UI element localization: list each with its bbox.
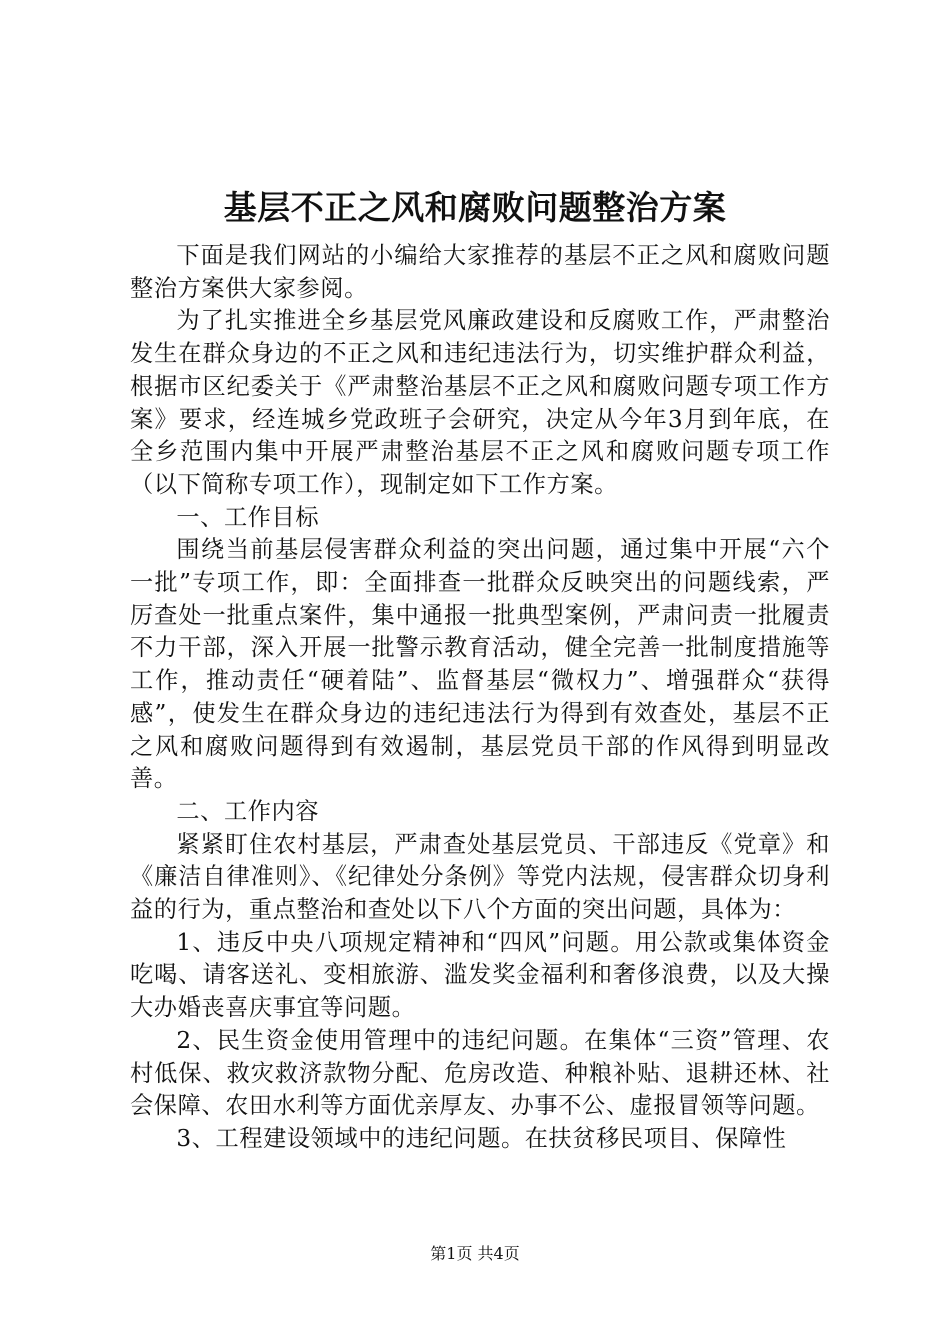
item-3-paragraph: 3、工程建设领域中的违纪问题。在扶贫移民项目、保障性	[176, 1124, 787, 1152]
content-paragraph: 紧紧盯住农村基层，严肃查处基层党员、干部违反《党章》和《廉洁自律准则》、《纪律处分条例》等党内法规，侵害群众切身利益的行为，重点整治和查处以下八个方面的突出问题，具体为：	[130, 830, 830, 924]
page-footer: 第1页 共4页	[430, 1244, 520, 1263]
goals-paragraph: 围绕当前基层侵害群众利益的突出问题，通过集中开展“六个一批”专项工作，即：全面排查一批群众反映突出的问题线索，严厉查处一批重点案件，集中通报一批典型案例，严肃问责一批履责不力干部，深入开展一批警示教育活动，健全完善一批制度措施等工作，推动责任“硬着陆”、监督基层“微权力”、增强群众“获得感”，使发生在群众身边的违纪违法行为得到有效查处，基层不正之风和腐败问题得到有效遏制，基层党员干部的作风得到明显改善。	[130, 536, 830, 793]
document-title: 基层不正之风和腐败问题整治方案	[223, 188, 727, 227]
item-1-paragraph: 1、违反中央八项规定精神和“四风”问题。用公款或集体资金吃喝、请客送礼、变相旅游、滥发奖金福利和奢侈浪费，以及大操大办婚丧喜庆事宜等问题。	[130, 928, 830, 1022]
section-heading-goals: 一、工作目标	[176, 503, 320, 531]
purpose-paragraph: 为了扎实推进全乡基层党风廉政建设和反腐败工作，严肃整治发生在群众身边的不正之风和违纪违法行为，切实维护群众利益，根据市区纪委关于《严肃整治基层不正之风和腐败问题专项工作方案》要求，经连城乡党政班子会研究，决定从今年3月到年底，在全乡范围内集中开展严肃整治基层不正之风和腐败问题专项工作（以下简称专项工作），现制定如下工作方案。	[130, 307, 830, 498]
item-2-paragraph: 2、民生资金使用管理中的违纪问题。在集体“三资”管理、农村低保、救灾救济款物分配、危房改造、种粮补贴、退耕还林、社会保障、农田水利等方面优亲厚友、办事不公、虚报冒领等问题。	[130, 1026, 830, 1120]
section-heading-content: 二、工作内容	[176, 797, 320, 825]
intro-paragraph: 下面是我们网站的小编给大家推荐的基层不正之风和腐败问题整治方案供大家参阅。	[130, 242, 830, 302]
document-body	[130, 240, 830, 1156]
